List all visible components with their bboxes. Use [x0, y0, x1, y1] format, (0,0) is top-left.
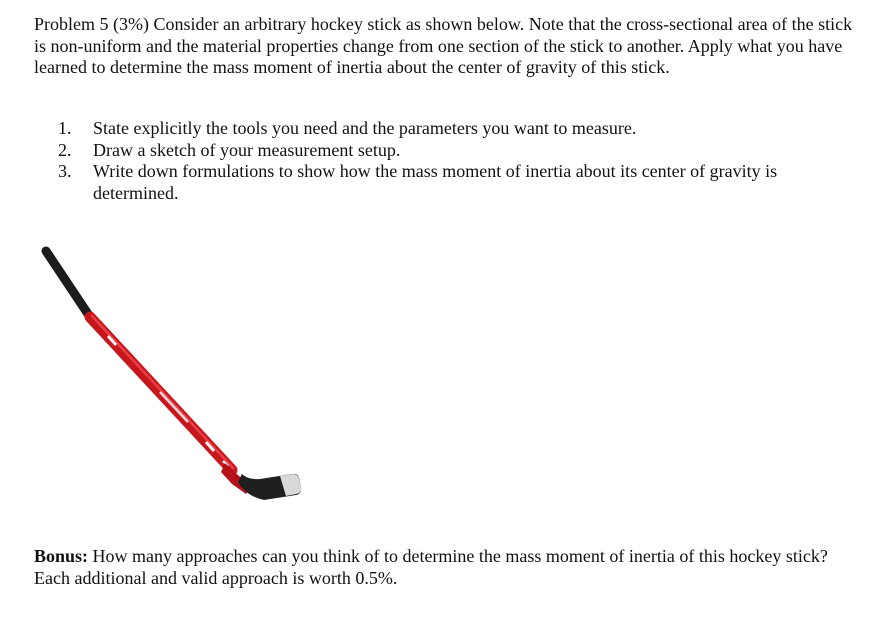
bonus-text: How many approaches can you think of to determine the mass moment of inertia of this hockey stick? Each additional and valid approach is worth 0.5%.: [34, 546, 828, 588]
hockey-stick-icon: [20, 232, 320, 522]
task-item: [58, 118, 838, 140]
task-number: 3.: [58, 161, 72, 181]
bonus-question: [34, 546, 854, 589]
task-text: Write down formulations to show how the mass moment of inertia about its center of gravity is determined.: [93, 161, 778, 203]
task-list: [58, 118, 838, 204]
task-text: State explicitly the tools you need and the parameters you want to measure.: [93, 118, 637, 138]
stick-shaft-highlight: [92, 316, 233, 468]
task-number: 2.: [58, 139, 72, 160]
task-item: [58, 140, 838, 162]
problem-statement: Problem 5 (3%) Consider an arbitrary hockey stick as shown below. Note that the cross-sectional area of the stick is non-uniform and the material properties change from one section of the stick to another. Apply what you have learned to determine the mass moment of inertia about the center of gravity of this stick.: [34, 14, 853, 77]
task-text: Draw a sketch of your measurement setup.: [93, 139, 401, 160]
bonus-label: Bonus:: [34, 546, 89, 566]
task-number: 1.: [58, 118, 72, 138]
stick-grip: [46, 251, 92, 320]
stick-graphic-stripe: [160, 392, 188, 422]
hockey-stick-figure: [20, 232, 320, 522]
task-item: [58, 161, 838, 204]
